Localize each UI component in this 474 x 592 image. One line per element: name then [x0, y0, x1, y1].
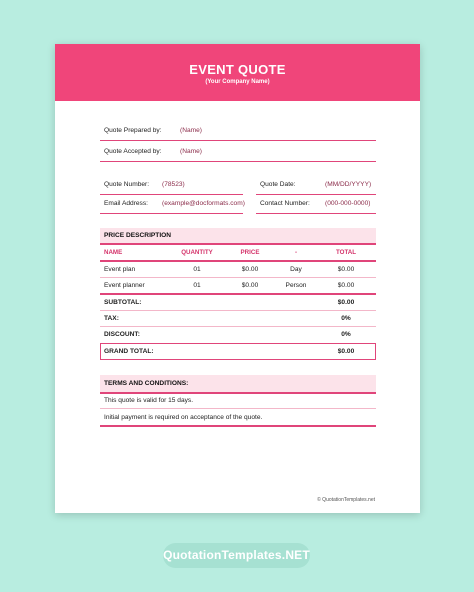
divider: [100, 326, 376, 327]
grand-total-label: GRAND TOTAL:: [104, 348, 154, 355]
divider: [100, 310, 376, 311]
column-header-price: PRICE: [240, 249, 260, 256]
quote-date-value: (MM/DD/YYYY): [325, 181, 372, 188]
discount-label: DISCOUNT:: [104, 331, 140, 338]
prepared-by-label: Quote Prepared by:: [104, 127, 162, 134]
grand-total-value: $0.00: [337, 348, 355, 355]
contact-label: Contact Number:: [260, 200, 310, 207]
terms-title: TERMS AND CONDITIONS:: [104, 380, 189, 387]
row-quantity: 01: [193, 282, 201, 289]
row-price: $0.00: [241, 266, 259, 273]
row-price: $0.00: [241, 282, 259, 289]
accepted-by-value: (Name): [180, 148, 202, 155]
divider: [100, 425, 376, 427]
row-name: Event planner: [104, 282, 145, 289]
divider: [100, 161, 376, 162]
terms-line-2: Initial payment is required on acceptance of the quote.: [104, 414, 263, 421]
company-name: (Your Company Name): [205, 79, 270, 85]
divider: [256, 213, 376, 214]
price-section-title: PRICE DESCRIPTION: [104, 232, 172, 239]
quote-date-label: Quote Date:: [260, 181, 296, 188]
copyright-note: © QuotationTemplates.net: [317, 497, 375, 503]
email-label: Email Address:: [104, 200, 148, 207]
divider: [256, 194, 376, 195]
column-header-unit: -: [294, 249, 298, 256]
quote-number-value: (78523): [162, 181, 185, 188]
row-name: Event plan: [104, 266, 136, 273]
tax-label: TAX:: [104, 315, 119, 322]
divider: [100, 140, 376, 141]
accepted-by-label: Quote Accepted by:: [104, 148, 162, 155]
divider: [100, 260, 376, 262]
prepared-by-value: (Name): [180, 127, 202, 134]
column-header-name: NAME: [104, 249, 123, 256]
row-total: $0.00: [337, 282, 355, 289]
subtotal-value: $0.00: [337, 299, 355, 306]
brand-badge: QuotationTemplates.NET: [163, 543, 310, 568]
discount-value: 0%: [341, 331, 351, 338]
row-total: $0.00: [337, 266, 355, 273]
divider: [100, 277, 376, 278]
tax-value: 0%: [341, 315, 351, 322]
divider: [100, 392, 376, 394]
divider: [100, 293, 376, 295]
column-header-total: TOTAL: [335, 249, 357, 256]
divider: [100, 408, 376, 409]
row-unit: Person: [285, 282, 307, 289]
quote-document: [55, 44, 420, 513]
document-header: [55, 44, 420, 101]
divider: [100, 194, 243, 195]
row-unit: Day: [290, 266, 302, 273]
column-header-quantity: QUANTITY: [181, 249, 213, 256]
terms-line-1: This quote is valid for 15 days.: [104, 397, 194, 404]
quote-number-label: Quote Number:: [104, 181, 150, 188]
divider: [100, 213, 243, 214]
subtotal-label: SUBTOTAL:: [104, 299, 142, 306]
contact-value: (000-000-0000): [325, 200, 371, 207]
row-quantity: 01: [193, 266, 201, 273]
email-value: (example@docformats.com): [162, 200, 245, 207]
divider: [100, 243, 376, 245]
document-title: EVENT QUOTE: [189, 62, 286, 77]
